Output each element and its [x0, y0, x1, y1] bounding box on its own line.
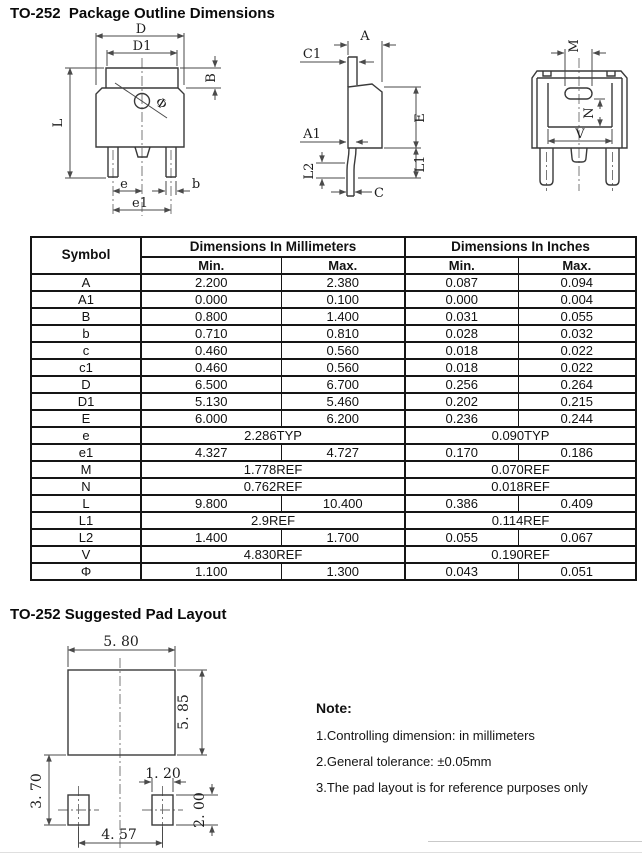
- symbol-cell: A: [31, 274, 141, 291]
- table-row: [31, 546, 636, 563]
- table-row: [31, 461, 636, 478]
- dim-label-phi: Φ: [152, 94, 170, 114]
- symbol-cell: B: [31, 308, 141, 325]
- header-inches: Dimensions In Inches: [405, 237, 636, 257]
- mm-max-cell: 6.200: [281, 410, 405, 427]
- in-max-cell: 0.055: [518, 308, 636, 325]
- in-max-cell: 0.409: [518, 495, 636, 512]
- pad-dim-pad-height: 2. 00: [192, 792, 208, 828]
- mm-min-cell: 0.460: [141, 342, 281, 359]
- mm-max-cell: 0.560: [281, 359, 405, 376]
- dim-label-E: E: [413, 113, 428, 123]
- mm-max-cell: 10.400: [281, 495, 405, 512]
- table-row: [31, 359, 636, 376]
- mm-max-cell: 0.810: [281, 325, 405, 342]
- in-min-cell: 0.031: [405, 308, 518, 325]
- mm-min-cell: 2.200: [141, 274, 281, 291]
- symbol-cell: e: [31, 427, 141, 444]
- symbol-cell: Φ: [31, 563, 141, 580]
- pad-layout-drawing: [28, 633, 243, 853]
- mm-span-cell: 2.286TYP: [141, 427, 405, 444]
- dim-label-C1: C1: [302, 47, 322, 62]
- in-max-cell: 0.067: [518, 529, 636, 546]
- note-item: 2.General tolerance: ±0.05mm: [316, 754, 492, 769]
- symbol-cell: V: [31, 546, 141, 563]
- table-row: [31, 444, 636, 461]
- side-view-dimensions: [300, 41, 421, 192]
- mm-max-cell: 1.400: [281, 308, 405, 325]
- table-row: [31, 427, 636, 444]
- in-min-cell: 0.236: [405, 410, 518, 427]
- in-min-cell: 0.087: [405, 274, 518, 291]
- symbol-cell: e1: [31, 444, 141, 461]
- header-symbol: Symbol: [31, 237, 141, 274]
- symbol-cell: E: [31, 410, 141, 427]
- mm-min-cell: 0.710: [141, 325, 281, 342]
- mm-max-cell: 0.100: [281, 291, 405, 308]
- mm-span-cell: 1.778REF: [141, 461, 405, 478]
- table-row: [31, 529, 636, 546]
- symbol-cell: c1: [31, 359, 141, 376]
- symbol-cell: M: [31, 461, 141, 478]
- note-item: 1.Controlling dimension: in millimeters: [316, 728, 535, 743]
- side-view-labels: [302, 29, 428, 201]
- footer-rule: [428, 841, 642, 842]
- in-min-cell: 0.256: [405, 376, 518, 393]
- back-view-drawing: [498, 28, 642, 196]
- dim-label-b: b: [191, 177, 201, 192]
- mm-max-cell: 2.380: [281, 274, 405, 291]
- pad-layout-centerlines: [58, 658, 183, 848]
- in-min-cell: 0.386: [405, 495, 518, 512]
- dim-label-A: A: [360, 29, 370, 44]
- mm-min-cell: 0.800: [141, 308, 281, 325]
- pad-dim-offset: 3. 70: [29, 773, 45, 809]
- in-max-cell: 0.264: [518, 376, 636, 393]
- dim-label-L: L: [51, 118, 66, 128]
- pad-dim-pad-width: 1. 20: [145, 766, 181, 782]
- note-item: 3.The pad layout is for reference purposes only: [316, 780, 588, 795]
- dim-label-D1: D1: [132, 39, 152, 54]
- dim-label-V: V: [575, 127, 585, 142]
- mm-span-cell: 4.830REF: [141, 546, 405, 563]
- symbol-cell: L: [31, 495, 141, 512]
- mm-max-cell: 5.460: [281, 393, 405, 410]
- pad-dim-pitch: 4. 57: [101, 827, 137, 843]
- table-row: [31, 512, 636, 529]
- table-row: [31, 495, 636, 512]
- symbol-cell: N: [31, 478, 141, 495]
- mm-max-cell: 6.700: [281, 376, 405, 393]
- mm-min-cell: 5.130: [141, 393, 281, 410]
- table-row: [31, 410, 636, 427]
- in-max-cell: 0.004: [518, 291, 636, 308]
- symbol-cell: D1: [31, 393, 141, 410]
- dim-label-B: B: [204, 73, 219, 83]
- dim-label-C: C: [374, 186, 384, 201]
- front-view-centerlines: [113, 58, 171, 216]
- front-view-labels: [51, 22, 219, 211]
- table-row: [31, 342, 636, 359]
- front-view-drawing: [45, 24, 280, 224]
- in-span-cell: 0.190REF: [405, 546, 636, 563]
- pad-dim-height: 5. 85: [176, 694, 192, 730]
- table-row: [31, 291, 636, 308]
- in-max-cell: 0.022: [518, 359, 636, 376]
- symbol-cell: L2: [31, 529, 141, 546]
- header-mm-min: Min.: [141, 257, 281, 274]
- symbol-cell: b: [31, 325, 141, 342]
- dimensions-table-body: [31, 274, 636, 580]
- table-row: [31, 376, 636, 393]
- pad-dim-width: 5. 80: [103, 634, 139, 650]
- notes-heading: Note:: [316, 700, 352, 716]
- in-min-cell: 0.043: [405, 563, 518, 580]
- in-max-cell: 0.215: [518, 393, 636, 410]
- in-max-cell: 0.094: [518, 274, 636, 291]
- in-max-cell: 0.051: [518, 563, 636, 580]
- dim-label-D: D: [135, 22, 147, 37]
- header-in-max: Max.: [518, 257, 636, 274]
- dim-label-N: N: [582, 107, 597, 119]
- mm-min-cell: 9.800: [141, 495, 281, 512]
- in-min-cell: 0.000: [405, 291, 518, 308]
- in-min-cell: 0.018: [405, 359, 518, 376]
- dim-label-e: e: [120, 177, 128, 192]
- mm-min-cell: 1.400: [141, 529, 281, 546]
- mm-max-cell: 0.560: [281, 342, 405, 359]
- in-max-cell: 0.032: [518, 325, 636, 342]
- in-min-cell: 0.055: [405, 529, 518, 546]
- header-mm: Dimensions In Millimeters: [141, 237, 405, 257]
- mm-max-cell: 1.700: [281, 529, 405, 546]
- in-min-cell: 0.028: [405, 325, 518, 342]
- symbol-cell: c: [31, 342, 141, 359]
- in-max-cell: 0.186: [518, 444, 636, 461]
- in-min-cell: 0.170: [405, 444, 518, 461]
- dimensions-table: [30, 236, 637, 581]
- in-max-cell: 0.244: [518, 410, 636, 427]
- dim-label-e1: e1: [132, 196, 148, 211]
- header-in-min: Min.: [405, 257, 518, 274]
- notes-block: [316, 700, 636, 806]
- dim-label-L2: L2: [302, 162, 317, 180]
- dim-label-M: M: [567, 39, 582, 53]
- side-view-drawing: [293, 24, 453, 210]
- page-title: TO-252 Package Outline Dimensions: [10, 5, 275, 22]
- in-span-cell: 0.018REF: [405, 478, 636, 495]
- front-view-outline: [96, 68, 184, 177]
- table-row: [31, 393, 636, 410]
- side-view-outline: [347, 57, 382, 196]
- in-max-cell: 0.022: [518, 342, 636, 359]
- symbol-cell: D: [31, 376, 141, 393]
- table-row: [31, 563, 636, 580]
- table-row: [31, 325, 636, 342]
- pad-layout-title: TO-252 Suggested Pad Layout: [10, 606, 227, 623]
- header-mm-max: Max.: [281, 257, 405, 274]
- table-row: [31, 308, 636, 325]
- mm-min-cell: 0.000: [141, 291, 281, 308]
- mm-min-cell: 1.100: [141, 563, 281, 580]
- mm-min-cell: 6.500: [141, 376, 281, 393]
- mm-span-cell: 0.762REF: [141, 478, 405, 495]
- mm-max-cell: 1.300: [281, 563, 405, 580]
- table-row: [31, 274, 636, 291]
- mm-min-cell: 0.460: [141, 359, 281, 376]
- in-span-cell: 0.070REF: [405, 461, 636, 478]
- symbol-cell: A1: [31, 291, 141, 308]
- in-min-cell: 0.018: [405, 342, 518, 359]
- mm-min-cell: 6.000: [141, 410, 281, 427]
- dimensions-table-header: [31, 237, 636, 274]
- in-span-cell: 0.090TYP: [405, 427, 636, 444]
- mm-max-cell: 4.727: [281, 444, 405, 461]
- table-row: [31, 478, 636, 495]
- mm-min-cell: 4.327: [141, 444, 281, 461]
- in-span-cell: 0.114REF: [405, 512, 636, 529]
- symbol-cell: L1: [31, 512, 141, 529]
- pad-layout-pads: [68, 670, 175, 825]
- mm-span-cell: 2.9REF: [141, 512, 405, 529]
- pad-layout-labels: [29, 634, 208, 843]
- dim-label-A1: A1: [303, 127, 321, 142]
- in-min-cell: 0.202: [405, 393, 518, 410]
- dim-label-L1: L1: [413, 155, 428, 173]
